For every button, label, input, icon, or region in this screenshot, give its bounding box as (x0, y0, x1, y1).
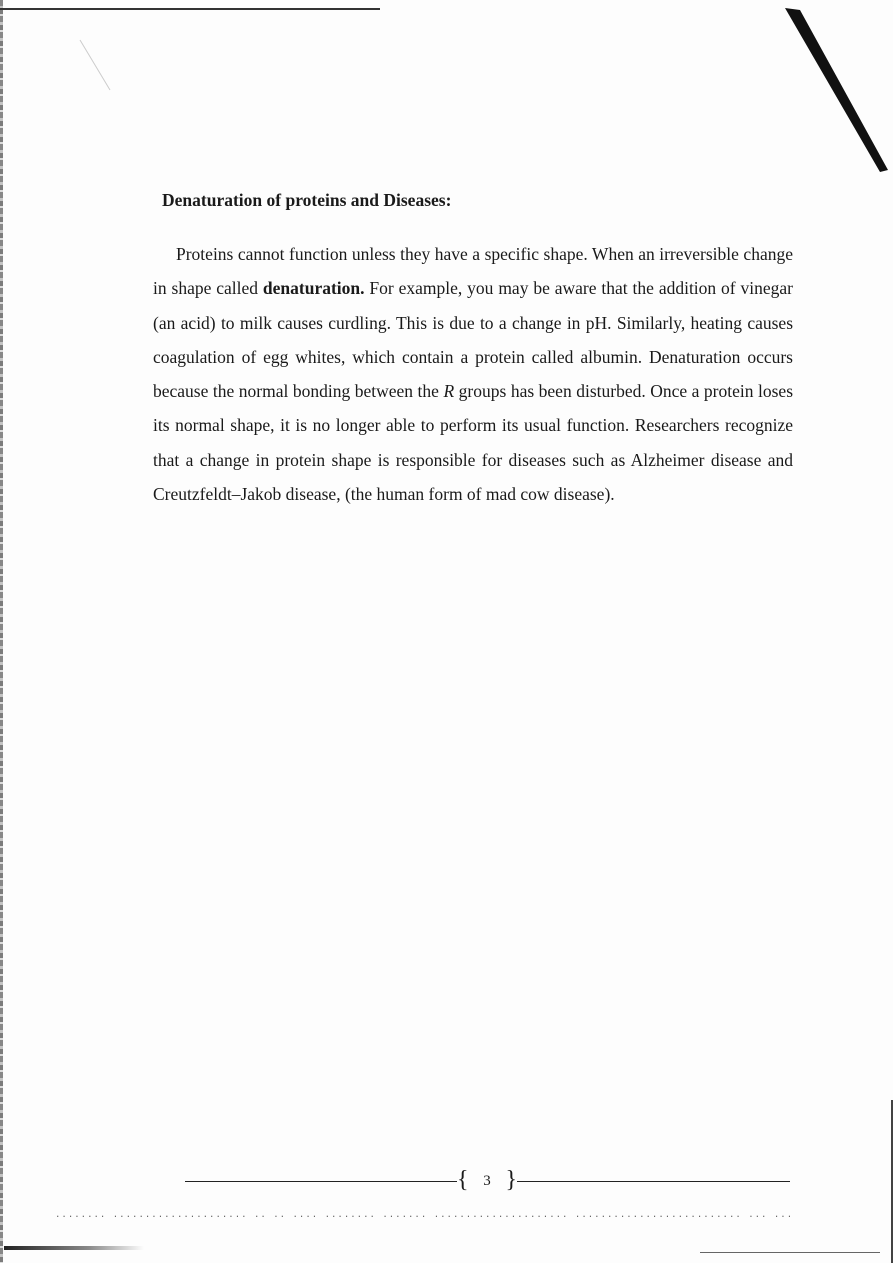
scan-left-edge (0, 0, 3, 1263)
page-heading: Denaturation of proteins and Diseases: (162, 190, 452, 210)
scan-corner-streak (0, 0, 893, 200)
italic-term-r: R (443, 381, 455, 402)
body-paragraph (153, 237, 793, 511)
scan-dotted-noise: ........ ..................... .. .. .... ........ ....... ..................... .......................... ... ... (55, 1210, 794, 1220)
scan-bottom-left-smudge (4, 1246, 144, 1250)
paragraph-text-2: For example, you may be aware that the addition of vinegar (an acid) to milk causes curdling. This is due to a change in pH. Similarly, heating causes coagulation of egg whites, which contain a protein called albumin. Denaturation occurs because the normal bonding between the (153, 278, 794, 402)
footer-rule-left (185, 1181, 457, 1182)
page-footer (185, 1166, 790, 1196)
page-number: 3 (483, 1173, 491, 1189)
footer-brace-left: { (457, 1167, 469, 1193)
footer-brace-right: } (505, 1167, 517, 1193)
paragraph-text-3: groups has been disturbed. Once a protein loses its normal shape, it is no longer able to perform its usual function. Researchers recognize that a change in protein shape is responsible for diseases such as Alzheimer disease and Creutzfeldt–Jakob disease, (the human form of mad cow disease). (153, 381, 794, 505)
footer-rule-right (517, 1181, 790, 1182)
scan-bottom-right-line (700, 1252, 880, 1253)
scan-top-line (0, 8, 380, 10)
paragraph-text-1: Proteins cannot function unless they have a specific shape. When an irreversible change in shape called (153, 244, 793, 299)
page-number-box (457, 1166, 517, 1196)
bold-term-denaturation: denaturation. (262, 278, 365, 299)
